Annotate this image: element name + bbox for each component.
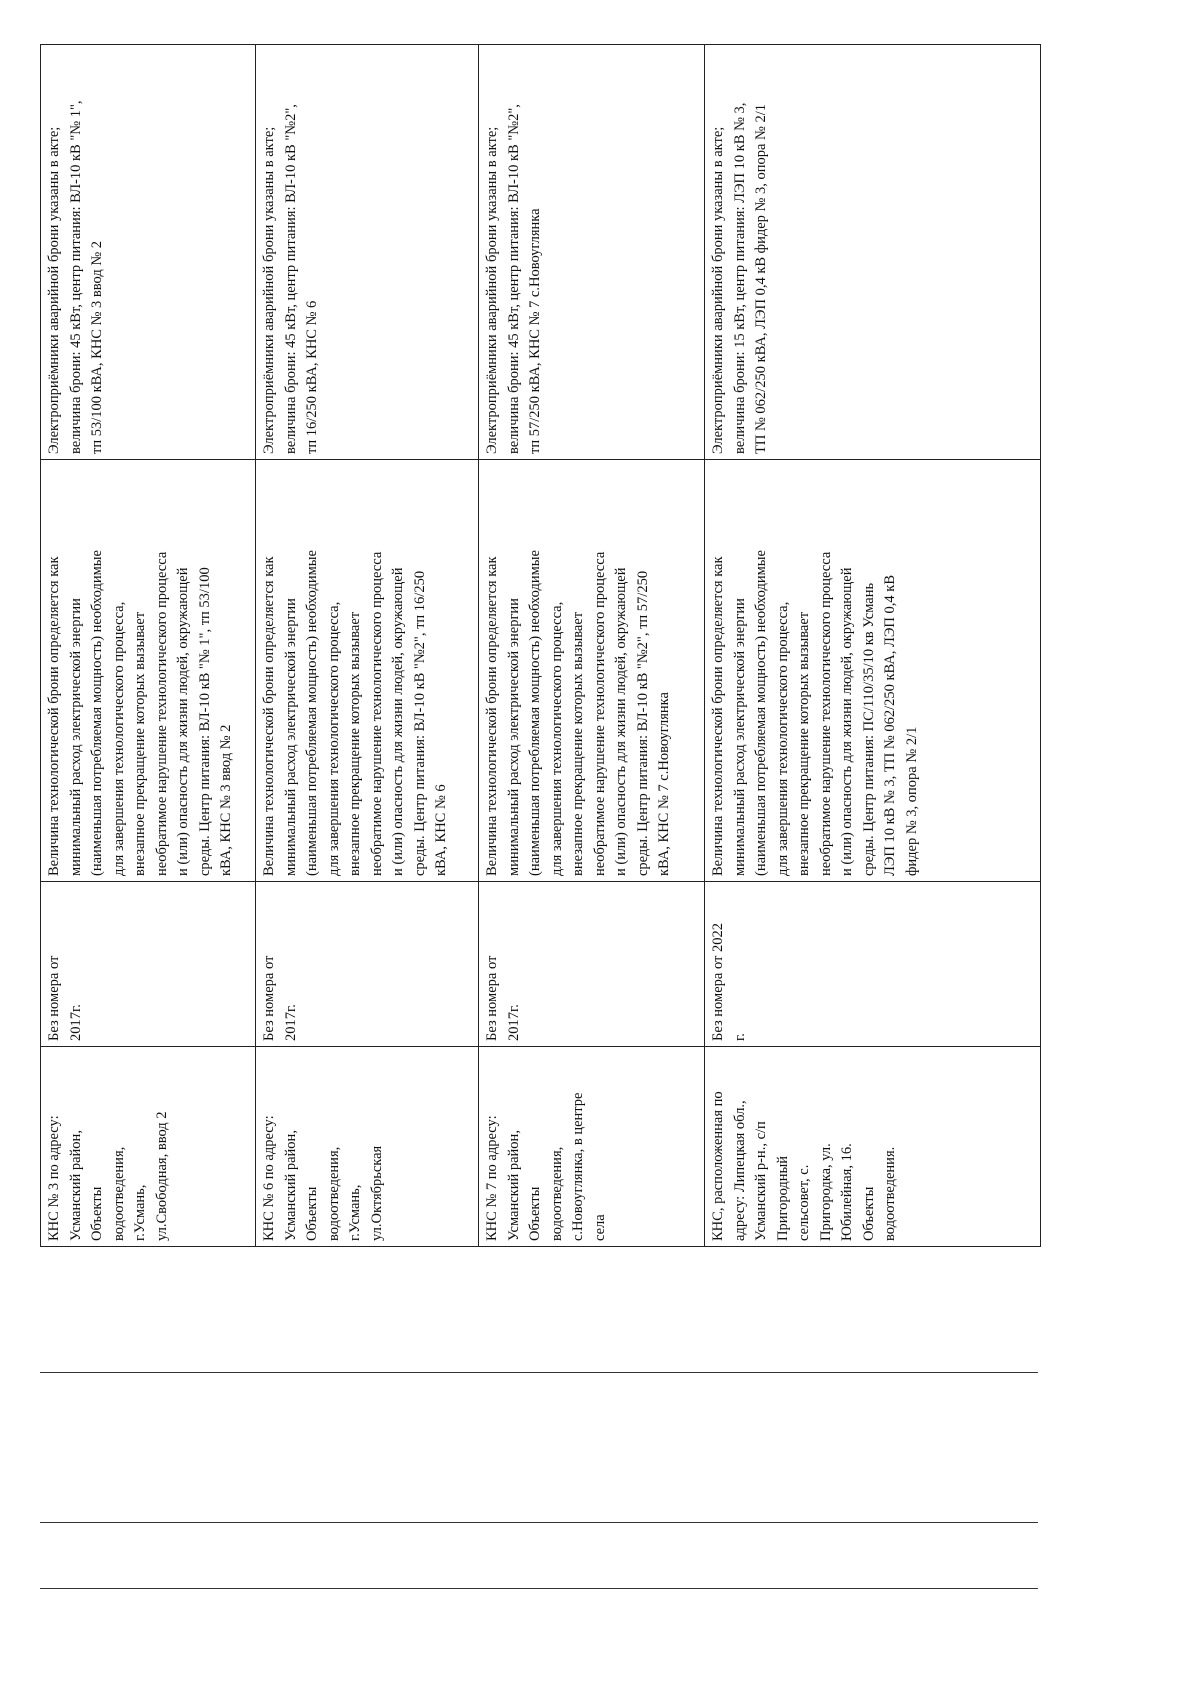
object-cell: КНС № 6 по адресу: Усманский район, Объекты водоотведения, г.Усмань, ул.Октябрьская <box>256 1047 479 1247</box>
act-cell: Без номера от 2017г. <box>256 882 479 1047</box>
table-row <box>41 45 256 1247</box>
emergency-reserve-cell: Электроприёмники аварийной брони указаны в акте; величина брони: 45 кВт, центр питания: ВЛ-10 кВ "№ 1", тп 53/100 кВА, КНС № 3 ввод № 2 <box>41 45 256 460</box>
act-cell: Без номера от 2017г. <box>479 882 705 1047</box>
tech-reserve-cell: Величина технологической брони определяется как минимальный расход электрической энергии (наименьшая потребляемая мощность) необходимые для завершения технологического процесса, внезапное прекращение которых вызывает необратимое нарушение технологического процесса и (или) опасность для жизни людей, окружающей среды. Центр питания: ВЛ-10 кВ "№ 1", тп 53/100 кВА, КНС № 3 ввод № 2 <box>41 460 256 882</box>
tech-reserve-cell: Величина технологической брони определяется как минимальный расход электрической энергии (наименьшая потребляемая мощность) необходимые для завершения технологического процесса, внезапное прекращение которых вызывает необратимое нарушение технологического процесса и (или) опасность для жизни людей, окружающей среды. Центр питания: ПС/110/35/10 кв Усмань ЛЭП 10 кВ № 3, ТП № 062/250 кВА, ЛЭП 0,4 кВ фидер № 3, опора № 2/1 <box>705 460 1041 882</box>
table-row <box>256 45 479 1247</box>
reserve-table <box>40 44 1041 1247</box>
rule-line <box>40 1372 1038 1373</box>
object-cell: КНС № 3 по адресу: Усманский район, Объекты водоотведения, г.Усмань, ул.Свободная, ввод 2 <box>41 1047 256 1247</box>
rule-line <box>40 1588 1038 1589</box>
object-cell: КНС № 7 по адресу: Усманский район, Объекты водоотведения, с.Новоуглянка, в центре села <box>479 1047 705 1247</box>
rotated-table-container <box>40 45 1040 1247</box>
emergency-reserve-cell: Электроприёмники аварийной брони указаны в акте; величина брони: 45 кВт, центр питания: ВЛ-10 кВ "№2", тп 57/250 кВА, КНС № 7 с.Новоуглянка <box>479 45 705 460</box>
emergency-reserve-cell: Электроприёмники аварийной брони указаны в акте; величина брони: 45 кВт, центр питания: ВЛ-10 кВ "№2", тп 16/250 кВА, КНС № 6 <box>256 45 479 460</box>
emergency-reserve-cell: Электроприёмники аварийной брони указаны в акте; величина брони: 15 кВт, центр питания: ЛЭП 10 кВ № 3, ТП № 062/250 кВА, ЛЭП 0,4 кВ фидер № 3, опора № 2/1 <box>705 45 1041 460</box>
tech-reserve-cell: Величина технологической брони определяется как минимальный расход электрической энергии (наименьшая потребляемая мощность) необходимые для завершения технологического процесса, внезапное прекращение которых вызывает необратимое нарушение технологического процесса и (или) опасность для жизни людей, окружающей среды. Центр питания: ВЛ-10 кВ "№2", тп 57/250 кВА, КНС № 7 с.Новоуглянка <box>479 460 705 882</box>
rule-line <box>40 1522 1038 1523</box>
act-cell: Без номера от 2017г. <box>41 882 256 1047</box>
table-row <box>479 45 705 1247</box>
object-cell: КНС, расположенная по адресу: Липецкая обл., Усманский р-н., с/п Пригородный сельсовет, с. Пригородка, ул. Юбилейная, 16. Объекты водоотведения. <box>705 1047 1041 1247</box>
tech-reserve-cell: Величина технологической брони определяется как минимальный расход электрической энергии (наименьшая потребляемая мощность) необходимые для завершения технологического процесса, внезапное прекращение которых вызывает необратимое нарушение технологического процесса и (или) опасность для жизни людей, окружающей среды. Центр питания: ВЛ-10 кВ "№2", тп 16/250 кВА, КНС № 6 <box>256 460 479 882</box>
table-row <box>705 45 1041 1247</box>
act-cell: Без номера от 2022 г. <box>705 882 1041 1047</box>
